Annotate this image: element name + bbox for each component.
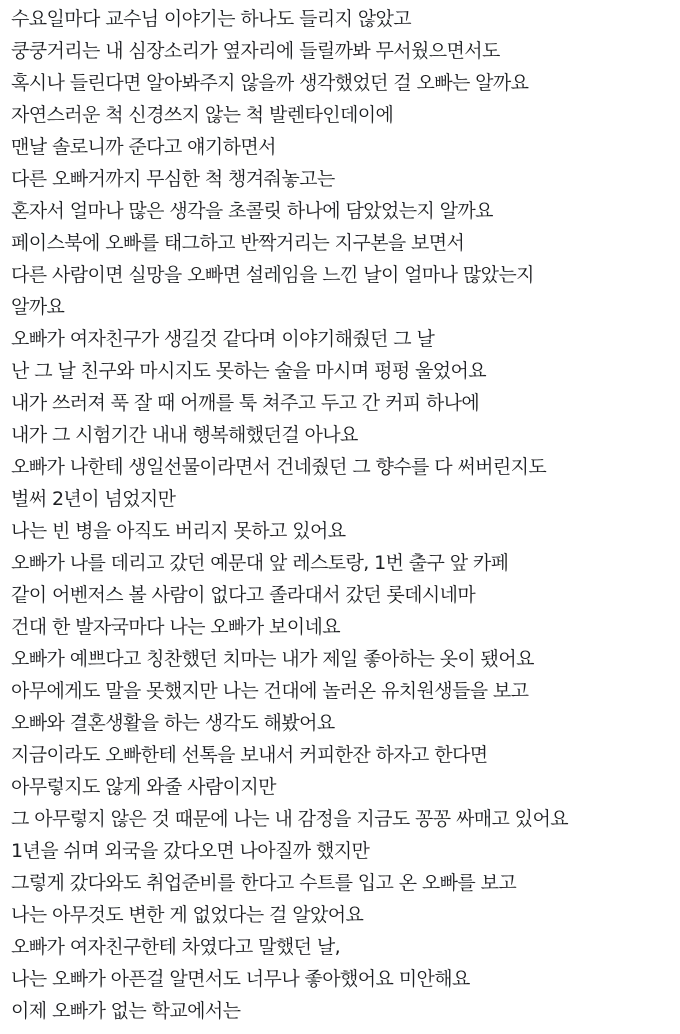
- post-line: 오빠와 결혼생활을 하는 생각도 해봤어요: [11, 712, 335, 734]
- post-line: 벌써 2년이 넘었지만: [11, 488, 176, 510]
- post-line: 난 그 날 친구와 마시지도 못하는 술을 마시며 펑펑 울었어요: [11, 360, 487, 382]
- post-line: 오빠가 예쁘다고 칭찬했던 치마는 내가 제일 좋아하는 옷이 됐어요: [11, 648, 534, 670]
- post-line: 수요일마다 교수님 이야기는 하나도 들리지 않았고: [11, 8, 412, 30]
- post-line: 지금이라도 오빠한테 선톡을 보내서 커피한잔 하자고 한다면: [11, 744, 488, 766]
- post-line: 혹시나 들린다면 알아봐주지 않을까 생각했었던 걸 오빠는 알까요: [11, 72, 529, 94]
- post-line: 다른 사람이면 실망을 오빠면 설레임을 느낀 날이 얼마나 많았는지: [11, 264, 534, 286]
- post-line: 나는 오빠가 아픈걸 알면서도 너무나 좋아했어요 미안해요: [11, 968, 470, 990]
- post-line: 맨날 솔로니까 준다고 얘기하면서: [11, 136, 276, 158]
- post-line: 나는 아무것도 변한 게 없었다는 걸 알았어요: [11, 904, 364, 926]
- post-line: 자연스러운 척 신경쓰지 않는 척 발렌타인데이에: [11, 104, 394, 126]
- post-line: 그렇게 갔다와도 취업준비를 한다고 수트를 입고 온 오빠를 보고: [11, 872, 517, 894]
- post-line: 오빠가 여자친구가 생길것 같다며 이야기해줬던 그 날: [11, 328, 435, 350]
- post-line: 1년을 쉬며 외국을 갔다오면 나아질까 했지만: [11, 840, 370, 862]
- post-line: 페이스북에 오빠를 태그하고 반짝거리는 지구본을 보면서: [11, 232, 465, 254]
- post-line: 알까요: [11, 296, 65, 318]
- post-line: 쿵쿵거리는 내 심장소리가 옆자리에 들릴까봐 무서웠으면서도: [11, 40, 500, 62]
- post-line: 같이 어벤저스 볼 사람이 없다고 졸라대서 갔던 롯데시네마: [11, 584, 476, 606]
- post-line: 오빠가 나를 데리고 갔던 예문대 앞 레스토랑, 1번 출구 앞 카페: [11, 552, 509, 574]
- post-line: 그 아무렇지 않은 것 때문에 나는 내 감정을 지금도 꽁꽁 싸매고 있어요: [11, 808, 568, 830]
- post-line: 이제 오빠가 없는 학교에서는: [11, 1000, 241, 1022]
- post-line: 오빠가 나한테 생일선물이라면서 건네줬던 그 향수를 다 써버린지도: [11, 456, 547, 478]
- post-line: 내가 그 시험기간 내내 행복해했던걸 아나요: [11, 424, 358, 446]
- post-body: [11, 3, 677, 1027]
- post-line: 건대 한 발자국마다 나는 오빠가 보이네요: [11, 616, 341, 638]
- post-line: 나는 빈 병을 아직도 버리지 못하고 있어요: [11, 520, 346, 542]
- post-line: 아무에게도 말을 못했지만 나는 건대에 놀러온 유치원생들을 보고: [11, 680, 529, 702]
- post-line: 혼자서 얼마나 많은 생각을 초콜릿 하나에 담았었는지 알까요: [11, 200, 493, 222]
- post-line: 오빠가 여자친구한테 차였다고 말했던 날,: [11, 936, 341, 958]
- post-line: 내가 쓰러져 푹 잘 때 어깨를 툭 쳐주고 두고 간 커피 하나에: [11, 392, 480, 414]
- post-line: 다른 오빠거까지 무심한 척 챙겨줘놓고는: [11, 168, 335, 190]
- post-line: 아무렇지도 않게 와줄 사람이지만: [11, 776, 276, 798]
